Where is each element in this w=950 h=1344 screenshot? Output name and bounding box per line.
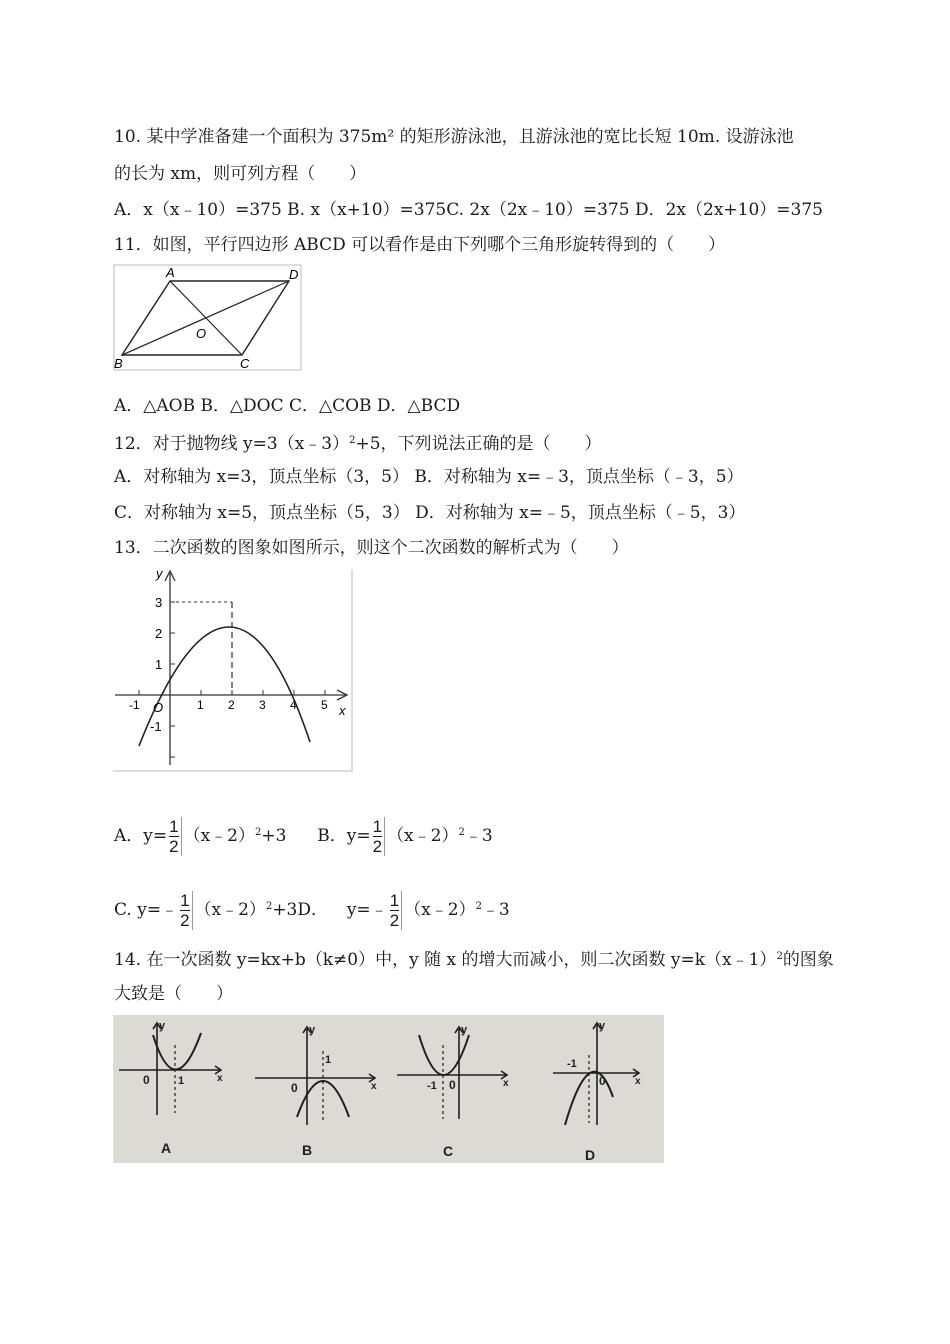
panel-x-label: x — [635, 1076, 641, 1087]
x-tick-label: 5 — [321, 698, 328, 712]
fraction-one-half: $\frac{1}{2}$ — [169, 817, 181, 856]
panel-letter: B — [302, 1142, 313, 1158]
vertex-c-label: C — [240, 356, 250, 371]
q14-stem-line-2: 大致是（ ） — [114, 984, 233, 1004]
q12-options-cd: C．对称轴为 x=5，顶点坐标（5，3） D．对称轴为 x=﹣5，顶点坐标（﹣5，3） — [114, 503, 746, 523]
panel-mark-label: -1 — [427, 1080, 437, 1092]
panel-origin-label: 0 — [291, 1081, 298, 1095]
x-tick-label: 2 — [228, 698, 235, 712]
x-axis-label: x — [339, 703, 346, 718]
q13-stem: 13．二次函数的图象如图所示，则这个二次函数的解析式为（ ） — [114, 538, 629, 558]
origin-label: O — [153, 700, 164, 715]
x-tick-label: 4 — [290, 698, 297, 712]
panel-x-label: x — [503, 1078, 509, 1089]
q12-stem: 12．对于抛物线 y=3（x﹣3）$^2$+5，下列说法正确的是（ ） — [114, 434, 602, 454]
y-tick-label: -1 — [150, 719, 162, 734]
q13-options-cd: C. y=﹣ $\frac{1}{2}$ （x﹣2）$^2$+3D． y=﹣ $\frac{1}{2}$ （x﹣2）$^2$﹣3 — [114, 891, 510, 930]
q14-stem: 14. 在一次函数 y=kx+b（k≠0）中，y 随 x 的增大而减小，则二次函数 y=k（x﹣1）$^2$的图象 — [114, 950, 834, 970]
q10-line-1: 10. 某中学准备建一个面积为 375m² 的矩形游泳池，且游泳池的宽比长短 10m. 设游泳池 — [114, 127, 794, 147]
panel-mark-label: 1 — [178, 1075, 185, 1087]
panel-mark-label: 1 — [325, 1054, 332, 1066]
q14-graph-options-image — [113, 1015, 664, 1168]
center-o-label: O — [196, 326, 207, 341]
q13-parabola-graph — [113, 565, 355, 778]
q10-options: A．x（x﹣10）=375 B. x（x+10）=375C. 2x（2x﹣10）=375 D．2x（2x+10）=375 — [114, 200, 823, 220]
panel-x-label: x — [217, 1073, 223, 1084]
q12-options-ab: A．对称轴为 x=3，顶点坐标（3，5） B．对称轴为 x=﹣3，顶点坐标（﹣3，5） — [114, 467, 744, 487]
parabola-curve — [139, 627, 310, 746]
panel-origin-label: 0 — [449, 1078, 456, 1092]
y-tick-label: 2 — [155, 626, 163, 641]
panel-y-label: y — [461, 1024, 468, 1036]
y-tick-label: 1 — [155, 657, 163, 672]
fraction-one-half: $\frac{1}{2}$ — [373, 817, 385, 856]
panel-letter: C — [443, 1143, 454, 1159]
vertex-d-label: D — [289, 267, 299, 282]
panel-origin-label: 0 — [599, 1074, 606, 1088]
panel-x-label: x — [371, 1081, 377, 1092]
fraction-one-half: $\frac{1}{2}$ — [390, 891, 402, 930]
panel-letter: D — [585, 1147, 596, 1163]
fraction-one-half: $\frac{1}{2}$ — [180, 891, 192, 930]
panel-mark-label: -1 — [567, 1058, 577, 1070]
y-axis-label: y — [156, 566, 163, 581]
panel-origin-label: 0 — [143, 1073, 150, 1087]
x-tick-label: 1 — [197, 698, 204, 712]
panel-y-label: y — [159, 1020, 166, 1032]
q13-options-ab: A．y= $\frac{1}{2}$ （x﹣2）$^2$+3 B．y= $\frac{1}{2}$ （x﹣2）$^2$﹣3 — [114, 817, 493, 856]
x-tick-label: -1 — [129, 698, 140, 712]
y-tick-label: 3 — [155, 595, 163, 610]
q10-line-2: 的长为 xm，则可列方程（ ） — [114, 164, 367, 184]
q11-parallelogram-figure — [113, 264, 305, 379]
panel-y-label: y — [309, 1024, 316, 1036]
q11-stem: 11．如图，平行四边形 ABCD 可以看作是由下列哪个三角形旋转得到的（ ） — [114, 235, 726, 255]
vertex-b-label: B — [114, 356, 123, 371]
q11-options: A．△AOB B．△DOC C．△COB D．△BCD — [114, 396, 461, 416]
panel-letter: A — [161, 1140, 172, 1156]
panel-y-label: y — [599, 1020, 606, 1032]
vertex-a-label: A — [166, 265, 175, 280]
x-tick-label: 3 — [259, 698, 266, 712]
